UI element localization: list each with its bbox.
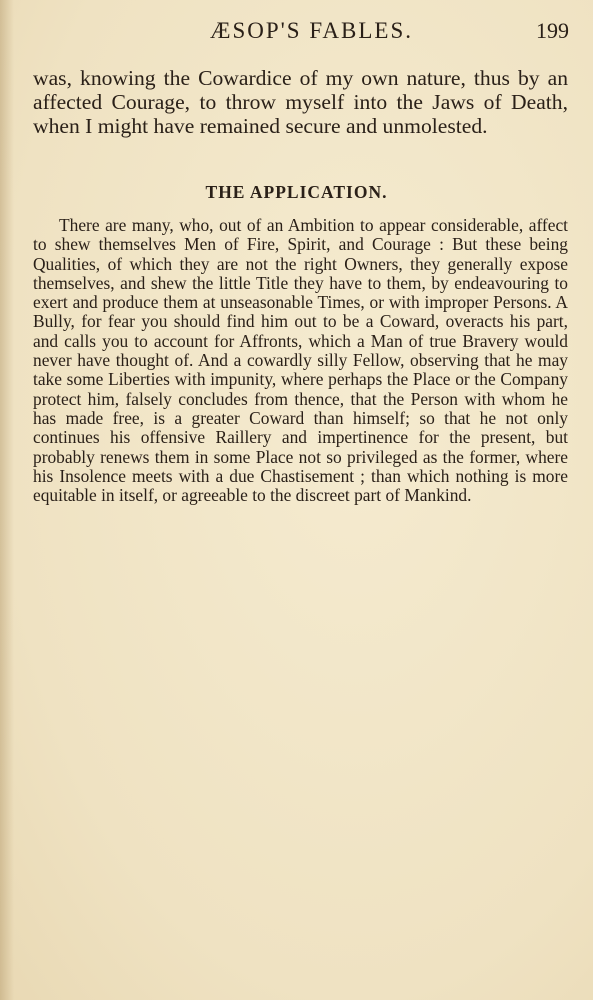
page-header (0, 18, 593, 48)
application-text (33, 216, 568, 505)
running-title: ÆSOP'S FABLES. (210, 18, 414, 43)
fable-ending-paragraph: was, knowing the Cowardice of my own nature, thus by an affected Courage, to throw myself into the Jaws of Death, when I might have remained secure and unmolested. (33, 66, 568, 138)
page-number: 199 (536, 18, 569, 43)
application-paragraph: There are many, who, out of an Ambition to appear considerable, affect to shew themselves Men of Fire, Spirit, and Courage : But these being Qualities, of which they are not the right Owners, they generally expose themselves, and shew the little Title they have to them, by endeavouring to exert and produce them at unseasonable Times, or with improper Persons. A Bully, for fear you should find him out to be a Coward, overacts his part, and calls you to account for Affronts, which a Man of true Bravery would never have thought of. And a cowardly silly Fellow, observing that he may take some Liberties with impunity, where perhaps the Place or the Company protect him, falsely concludes from thence, that the Person with whom he has made free, is a greater Coward than himself; so that he not only continues his offensive Raillery and impertinence for the present, but probably renews them in some Place not so privileged as the former, where his Insolence meets with a due Chastisement ; than which nothing is more equitable in itself, or agreeable to the discreet part of Mankind. (33, 215, 568, 506)
application-heading: THE APPLICATION. (205, 182, 388, 202)
fable-ending-text (33, 66, 568, 138)
